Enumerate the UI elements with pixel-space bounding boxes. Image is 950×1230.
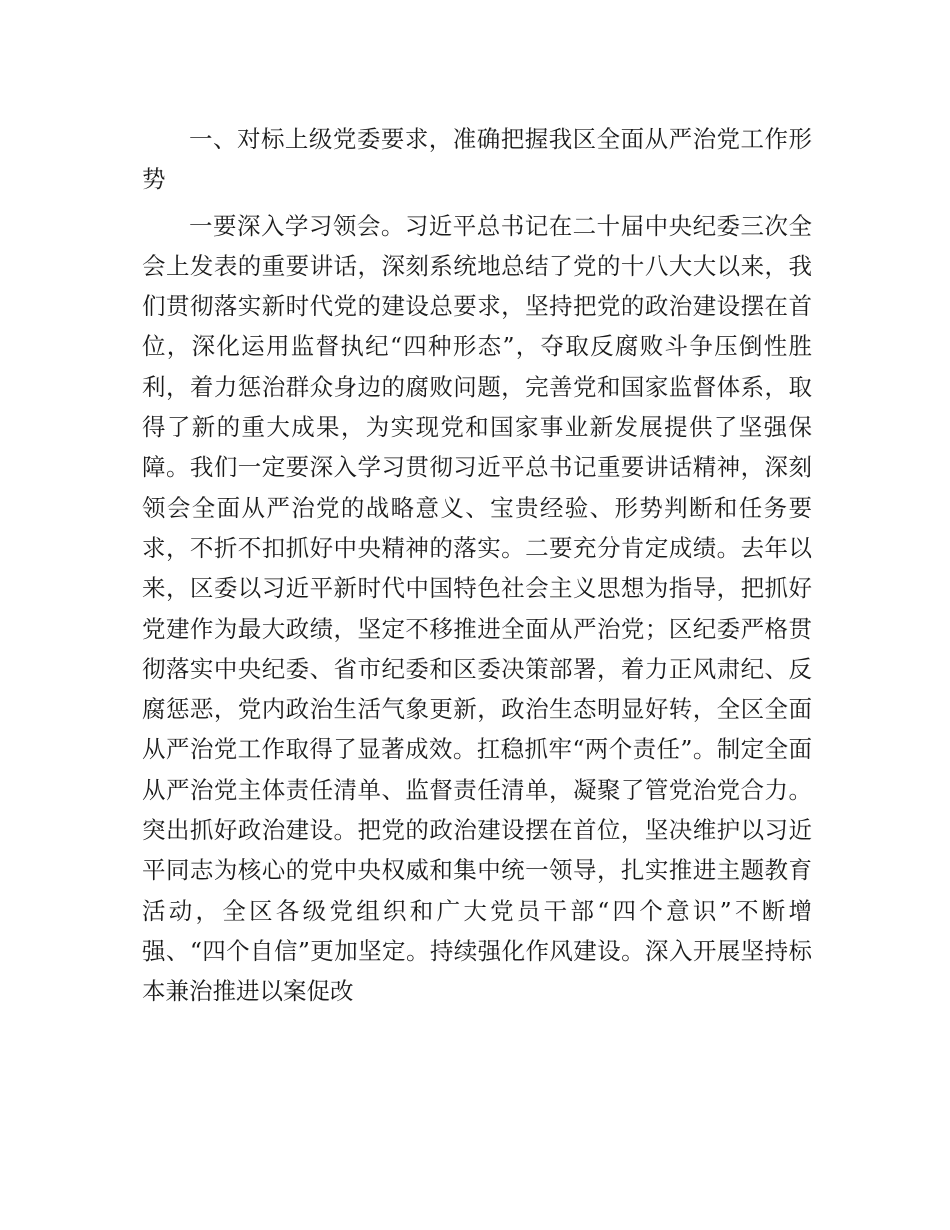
document-body (142, 119, 812, 1012)
section-heading: 一、对标上级党委要求，准确把握我区全面从严治党工作形势 (142, 125, 812, 194)
body-paragraph: 一要深入学习领会。习近平总书记在二十届中央纪委三次全会上发表的重要讲话，深刻系统地总结了党的十八大大以来，我们贯彻落实新时代党的建设总要求，坚持把党的政治建设摆在首位，深化运用监督执纪“四种形态”，夺取反腐败斗争压倒性胜利，着力惩治群众身边的腐败问题，完善党和国家监督体系，取得了新的重大成果，为实现党和国家事业新发展提供了坚强保障。我们一定要深入学习贯彻习近平总书记重要讲话精神，深刻领会全面从严治党的战略意义、宝贵经验、形势判断和任务要求，不折不扣抓好中央精神的落实。二要充分肯定成绩。去年以来，区委以习近平新时代中国特色社会主义思想为指导，把抓好党建作为最大政绩，坚定不移推进全面从严治党；区纪委严格贯彻落实中央纪委、省市纪委和区委决策部署，着力正风肃纪、反腐惩恶，党内政治生活气象更新，政治生态明显好转，全区全面从严治党工作取得了显著成效。扛稳抓牢“两个责任”。制定全面从严治党主体责任清单、监督责任清单，凝聚了管党治党合力。突出抓好政治建设。把党的政治建设摆在首位，坚决维护以习近平同志为核心的党中央权威和集中统一领导，扎实推进主题教育活动，全区各级党组织和广大党员干部“四个意识”不断增强、“四个自信”更加坚定。持续强化作风建设。深入开展坚持标本兼治推进以案促改 (142, 211, 812, 1006)
